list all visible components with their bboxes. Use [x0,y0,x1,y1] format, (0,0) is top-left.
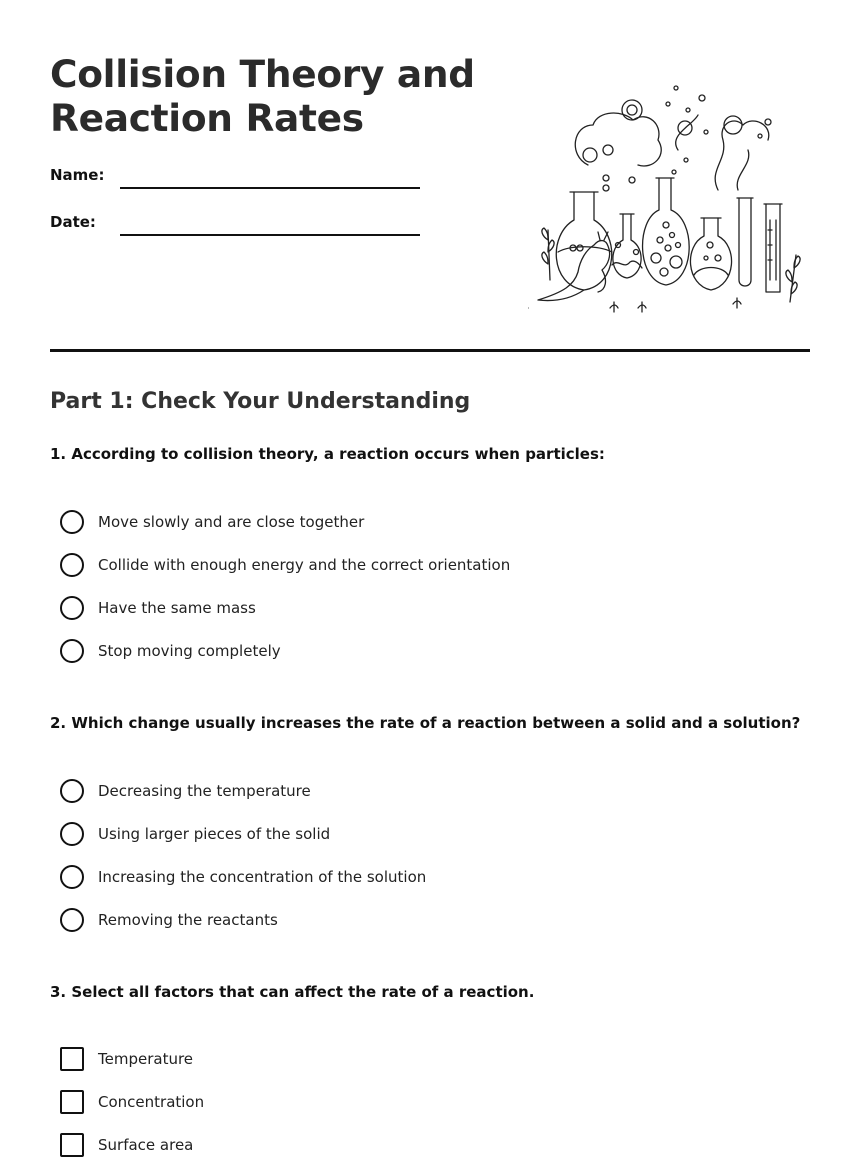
radio-button[interactable] [60,553,84,577]
radio-button[interactable] [60,908,84,932]
q2-option-3[interactable] [60,865,426,889]
option-label: Removing the reactants [98,911,278,929]
q3-option-2[interactable] [60,1090,204,1114]
name-field[interactable] [120,187,420,189]
date-field[interactable] [120,234,420,236]
header-divider [50,349,810,352]
q3-option-3[interactable] [60,1133,193,1157]
checkbox[interactable] [60,1047,84,1071]
option-label: Stop moving completely [98,642,281,660]
option-label: Surface area [98,1136,194,1154]
radio-button[interactable] [60,596,84,620]
option-label: Collide with enough energy and the correct orientation [98,556,511,574]
date-label: Date: [50,213,96,231]
option-label: Temperature [98,1050,194,1068]
question-2-text: 2. Which change usually increases the rate of a reaction between a solid and a solution? [50,714,801,732]
q1-option-3[interactable] [60,596,256,620]
radio-button[interactable] [60,510,84,534]
worksheet-title [50,52,475,140]
checkbox[interactable] [60,1090,84,1114]
chemistry-glassware-illustration-icon [528,80,808,316]
q2-option-1[interactable] [60,779,311,803]
title-line-2: Reaction Rates [50,96,364,140]
question-3-text: 3. Select all factors that can affect the rate of a reaction. [50,983,535,1001]
option-label: Decreasing the temperature [98,782,311,800]
q2-option-2[interactable] [60,822,330,846]
checkbox[interactable] [60,1133,84,1157]
option-label: Have the same mass [98,599,256,617]
part-1-title: Part 1: Check Your Understanding [50,389,471,414]
option-label: Move slowly and are close together [98,513,365,531]
q1-option-2[interactable] [60,553,510,577]
q2-option-4[interactable] [60,908,278,932]
radio-button[interactable] [60,822,84,846]
question-1-text: 1. According to collision theory, a reaction occurs when particles: [50,445,605,463]
q1-option-1[interactable] [60,510,364,534]
radio-button[interactable] [60,779,84,803]
radio-button[interactable] [60,639,84,663]
option-label: Concentration [98,1093,205,1111]
q1-option-4[interactable] [60,639,281,663]
option-label: Increasing the concentration of the solution [98,868,427,886]
q3-option-1[interactable] [60,1047,193,1071]
title-line-1: Collision Theory and [50,52,475,96]
name-label: Name: [50,166,105,184]
option-label: Using larger pieces of the solid [98,825,331,843]
radio-button[interactable] [60,865,84,889]
